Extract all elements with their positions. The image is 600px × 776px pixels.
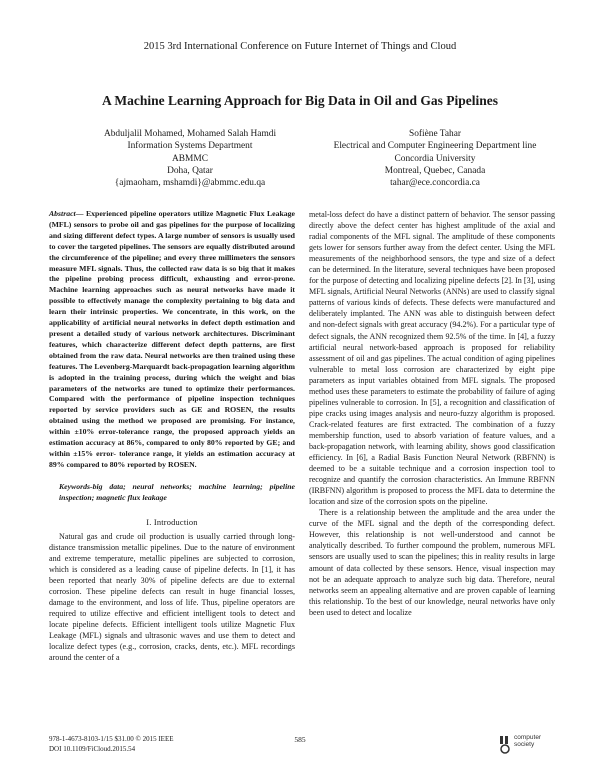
author-institution: ABMMC [172, 153, 208, 164]
author-location: Montreal, Quebec, Canada [384, 165, 486, 176]
page-title: A Machine Learning Approach for Big Data in Oil and Gas Pipelines [102, 93, 498, 108]
page-number: 585 [294, 735, 306, 744]
abstract-body: Experienced pipeline operators utilize Magnetic Flux Leakage (MFL) sensors to probe oil and gas pipelines for the purpose of localizing and sizing different defect types. A large number of sensors is usually used to cover the targeted pipelines. The sensors are equally distributed around the circumference of the pipeline; and every three millimeters the sensors measure MFL signals. Thus, the collected raw data is so big that it makes the pipeline probing process difficult, exhausting and error-prone. Machine learning approaches such as neural networks have made it possible to effectively manage the complexity pertaining to big data and learn their intrinsic properties. We concentrate, in this work, on the applicability of artificial neural networks in defect depth estimation and present a detailed study of various network architectures. Discriminant features, which characterize different defect depth patterns, are first obtained from the raw data. Neural networks are then trained using these features. The Levenberg-Marquardt back-propagation learning algorithm is adopted in the training process, during which the weight and bias parameters of the networks are tuned to optimize their performances. Compared with the performance of pipeline inspection techniques reported by service providers such as GE and ROSEN, the results obtained using the method we proposed are promising. For instance, within ±10% error-tolerance range, the proposed approach yields an estimation accuracy at 86%, compared to only 80% reported by GE; and within ±15% error- tolerance range, it yields an estimation accuracy at 89% compared to 80% reported by ROSEN. [49, 209, 295, 469]
author-block-1 [70, 128, 310, 189]
conference-header: 2015 3rd International Conference on Future Internet of Things and Cloud [143, 41, 457, 52]
keywords-body: big data; neural networks; machine learning; pipeline inspection; magnetic flux leakage [59, 481, 295, 502]
abstract-lead: Abstract— [49, 209, 84, 218]
author-institution: Concordia University [394, 153, 476, 164]
right-column [309, 209, 555, 618]
author-email: {ajmaoham, mshamdi}@abmmc.edu.qa [114, 178, 266, 189]
author-names: Abduljalil Mohamed, Mohamed Salah Hamdi [103, 129, 277, 139]
author-location: Doha, Qatar [167, 165, 213, 176]
logo-text-line1: computer [514, 734, 542, 741]
author-department: Electrical and Computer Engineering Department line [333, 141, 537, 152]
author-block-2 [305, 128, 565, 189]
author-department: Information Systems Department [127, 141, 253, 152]
footer-isbn: 978-1-4673-8103-1/15 $31.00 © 2015 IEEE [49, 735, 174, 743]
footer-doi: DOI 10.1109/FiCloud.2015.54 [49, 744, 136, 753]
abstract [49, 209, 295, 471]
body-paragraph-2: There is a relationship between the amplitude and the area under the curve of the MFL signal and the depth of the corresponding defect. However, this relationship is not well-understood and cannot be analytically described. To further compound the problem, numerous MFL sensors are usually used to scan the pipelines; this in reality results in large amount of data collected by these sensors. Hence, visual inspection may not be an adequate approach to analyze such big data. Therefore, neural networks seem an appealing alternative and are proven capable of learning this relationship. To the best of our knowledge, neural networks have only been used to detect and localize [309, 508, 555, 617]
author-email: tahar@ece.concordia.ca [390, 178, 480, 189]
section-heading-introduction: I. Introduction [146, 517, 198, 527]
intro-paragraph: Natural gas and crude oil production is usually carried through long-distance transmission metallic pipelines. Due to the nature of environment and extreme temperature, metallic pipelines are subjected to corrosion, which is considered as a leading cause of pipeline defects. In [1], it has been reported that nearly 30% of pipeline defects are due to external corrosion. These pipeline defects can result in huge financial losses, damage to the environment, and loss of life. Thus, pipeline operators are required to utilize effective and efficient intelligent tools to detect and locate pipeline defects. Efficient intelligent tools utilize Magnetic Flux Leakage (MFL) signals and ultrasonic waves and use them to detect and localize defect types (e.g., corrosion, cracks, dents, etc.). MFL recordings around the center of a [49, 531, 295, 663]
logo-text-line2: society [514, 741, 535, 748]
author-names: Sofiène Tahar [408, 129, 461, 139]
body-paragraph-1: metal-loss defect do have a distinct pattern of behavior. The sensor passing directly above the defect center has highest amplitude of the axial and radial components of the MFL signal. The amplitude of these components gets lower for sensors further away from the defect center. Using the MFL measurements of the neighborhood sensors, the type and size of a defect can be determined. In the literature, several techniques have been proposed for the purpose of detecting and localizing pipeline defects [2]. In [3], using MFL signals, Artificial Neural Networks (ANNs) are used to classify signal patterns of various kinds of defects. These defects were manufactured and deliberately implanted. The ANN was able to distinguish between defect and non-defect signals with great accuracy (94.2%). For a particular type of defect signals, the ANN recognized them 92.5% of the time. In [4], a fuzzy artificial neural network-based approach is proposed for reliability assessment of oil and gas pipelines. The actual condition of aging pipelines vulnerable to metal loss corrosion are characterized by eight pipe parameters as input variables obtained from MFL signals. The proposed method uses these parameters to estimate the probability of failure of aging pipelines vulnerable to corrosion. In [5], a recognition and classification of pipe cracks using images analysis and neuro-fuzzy algorithm is proposed. Crack-related features are first extracted. The combination of a fuzzy membership function, used to absorb variation of feature values, and a back-propagation network, with learning ability, shows good classification efficiency. In [6], a Radial Basis Function Neural Network (RBFNN) is deemed to be a suitable technique and a corrosion inspection tool to recognize and quantify the corrosion characteristics. An Immune RBFNN (IRBFNN) algorithm is proposed to process the MFL data to determine the location and size of the corrosion spots on the pipeline. [309, 210, 555, 507]
left-column [49, 209, 295, 663]
keywords-lead: Keywords- [59, 481, 93, 491]
computer-society-logo [498, 734, 560, 760]
computer-society-icon [498, 736, 512, 754]
keywords [49, 482, 295, 504]
